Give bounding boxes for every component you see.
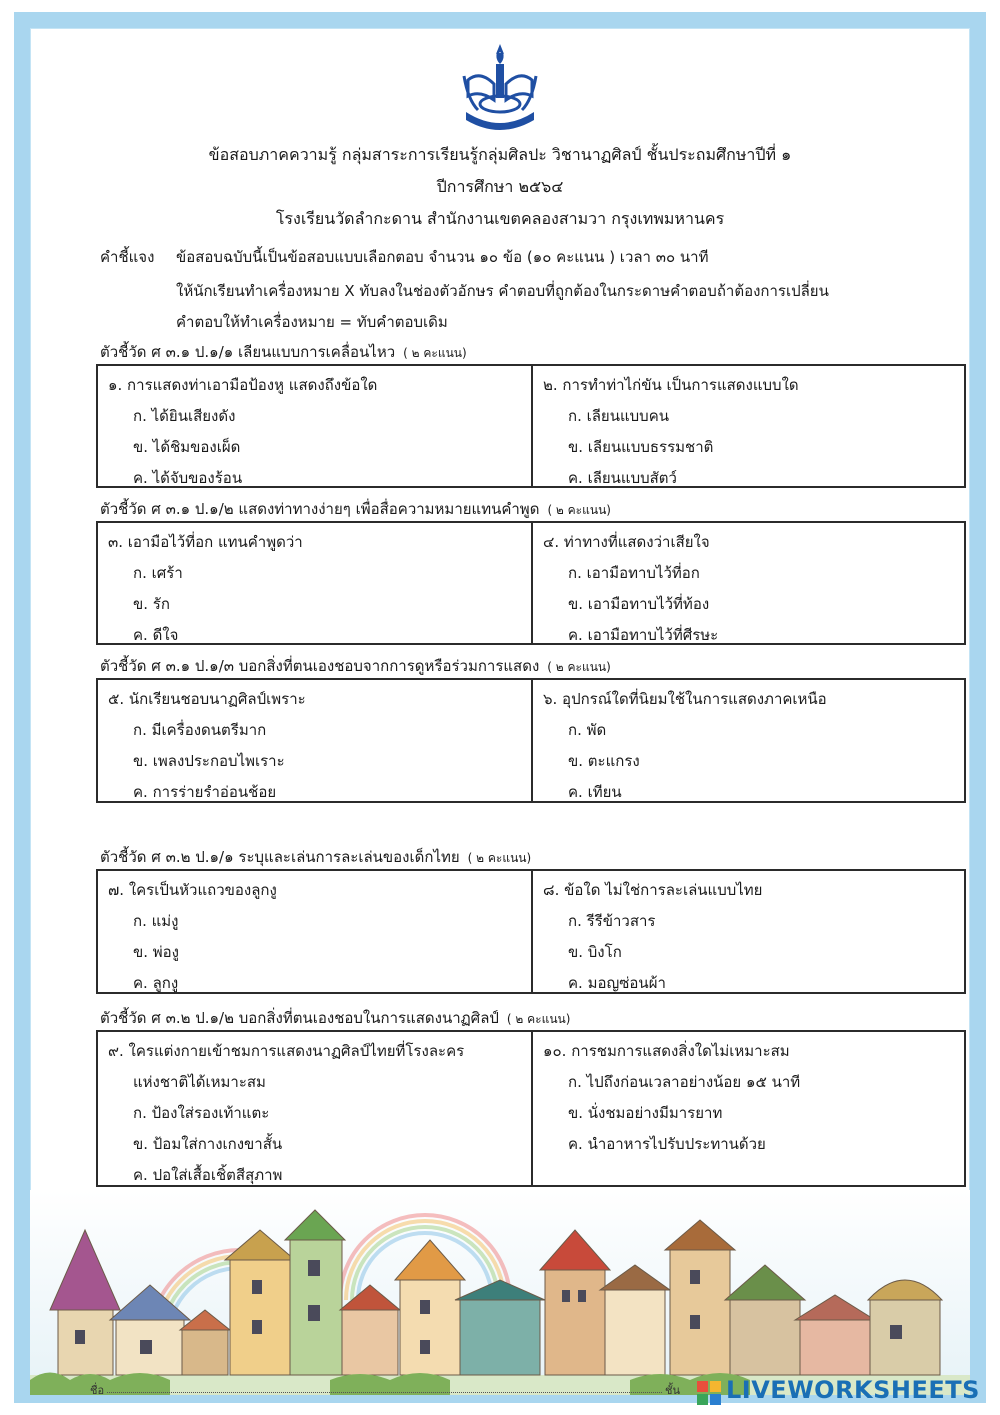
indicator-heading [100,342,467,363]
answer-option[interactable]: ก. รีรีข้าวสาร [568,912,656,930]
answer-option[interactable]: ข. พ่องู [133,943,180,961]
question-text: ๔. ท่าทางที่แสดงว่าเสียใจ [543,533,710,551]
indicator-points: ( ๒ คะแนน) [547,503,611,517]
instructions-line-1: ข้อสอบฉบับนี้เป็นข้อสอบแบบเลือกตอบ จำนวน ๑๐ ข้อ (๑๐ คะแนน ) เวลา ๓๐ นาที [176,248,709,266]
answer-option[interactable]: ค. ลูกงู [133,974,179,992]
answer-option[interactable]: ค. การร่ายรำอ่อนช้อย [133,783,277,801]
exam-title: ข้อสอบภาคความรู้ กลุ่มสาระการเรียนรู้กลุ่มศิลปะ วิชานาฏศิลป์ ชั้นประถมศึกษาปีที่ ๑ [208,145,792,164]
indicator-heading [100,1008,570,1029]
indicator-heading [100,499,611,520]
indicator-text: ตัวชี้วัด ศ ๓.๑ ป.๑/๒ แสดงท่าทางง่ายๆ เพื่อสื่อความหมายแทนคำพูด [100,500,540,518]
answer-option[interactable]: ข. เลียนแบบธรรมชาติ [568,438,714,456]
question-text: ๑๐. การชมการแสดงสิ่งใดไม่เหมาะสม [543,1042,790,1060]
answer-option[interactable]: ก. เลียนแบบคน [568,407,669,425]
academic-year: ปีการศึกษา ๒๕๖๔ [436,177,564,196]
question-text: ๓. เอามือไว้ที่อก แทนคำพูดว่า [108,533,303,551]
liveworksheets-badge-icon [697,1381,721,1405]
answer-option[interactable]: ก. พัด [568,721,607,739]
answer-option[interactable]: ข. นั่งชมอย่างมีมารยาท [568,1104,723,1122]
indicator-text: ตัวชี้วัด ศ ๓.๒ ป.๑/๑ ระบุและเล่นการละเล่นของเด็กไทย [100,848,460,866]
question-box [96,521,966,645]
answer-option[interactable]: ข. ตะแกรง [568,752,640,770]
school-name: โรงเรียนวัดลำกะดาน สำนักงานเขตคลองสามวา กรุงเทพมหานคร [275,209,725,228]
indicator-text: ตัวชี้วัด ศ ๓.๑ ป.๑/๑ เลียนแบบการเคลื่อนไหว [100,343,396,361]
question-column [531,523,964,643]
question-text: ๗. ใครเป็นหัวแถวของลูกงู [108,881,277,899]
question-text: ๑. การแสดงท่าเอามือป้องหู แสดงถึงข้อใด [108,376,378,394]
question-column [98,366,531,486]
question-column [531,366,964,486]
question-column [531,680,964,801]
indicator-heading [100,656,611,677]
answer-option[interactable]: ก. เศร้า [133,564,183,582]
answer-option[interactable]: ก. ไปถึงก่อนเวลาอย่างน้อย ๑๕ นาที [568,1073,801,1091]
question-column [531,1032,964,1185]
question-text: ๒. การทำท่าไก่ขัน เป็นการแสดงแบบใด [543,376,799,394]
instructions-line-2: ให้นักเรียนทำเครื่องหมาย X ทับลงในช่องตัวอักษร คำตอบที่ถูกต้องในกระดาษคำตอบถ้าต้องการเปลี่ยน [176,282,829,300]
question-text: ๖. อุปกรณ์ใดที่นิยมใช้ในการแสดงภาคเหนือ [543,690,827,708]
question-column [98,871,531,992]
answer-option[interactable]: ค. มอญซ่อนผ้า [568,974,666,992]
question-text: ๘. ข้อใด ไม่ใช่การละเล่นแบบไทย [543,881,763,899]
answer-option[interactable]: ค. ได้จับของร้อน [133,469,243,487]
answer-option[interactable]: ก. ได้ยินเสียงดัง [133,407,236,425]
instructions-label: คำชี้แจง [100,248,155,266]
answer-option[interactable]: ค. ปอใส่เสื้อเชิ้ตสีสุภาพ [133,1166,283,1184]
indicator-points: ( ๒ คะแนน) [506,1012,571,1026]
question-column [98,523,531,643]
answer-option[interactable]: ข. เอามือทาบไว้ที่ท้อง [568,595,710,613]
question-box [96,678,966,803]
class-label: ชั้น [665,1384,680,1397]
name-label: ชื่อ [90,1384,105,1397]
question-text: ๙. ใครแต่งกายเข้าชมการแสดงนาฏศิลป์ไทยที่โรงละคร [108,1042,465,1060]
question-column [98,1032,531,1185]
answer-option[interactable]: ข. บิงโก [568,943,622,961]
question-box [96,869,966,994]
answer-option[interactable]: ข. รัก [133,595,170,613]
answer-option[interactable]: ข. ได้ชิมของเผ็ด [133,438,241,456]
answer-option[interactable]: ค. เอามือทาบไว้ที่ศีรษะ [568,626,719,644]
answer-option[interactable]: ก. แม่งู [133,912,179,930]
answer-option[interactable]: ค. เลียนแบบสัตว์ [568,469,677,487]
answer-option[interactable]: ก. เอามือทาบไว้ที่อก [568,564,700,582]
question-column [98,680,531,801]
indicator-heading [100,847,531,868]
town-illustration [30,1190,970,1395]
indicator-points: ( ๒ คะแนน) [547,660,611,674]
question-column [531,871,964,992]
question-text-continued: แห่งชาติได้เหมาะสม [133,1073,266,1091]
indicator-text: ตัวชี้วัด ศ ๓.๒ ป.๑/๒ บอกสิ่งที่ตนเองชอบในการแสดงนาฏศิลป์ [100,1009,499,1027]
answer-option[interactable]: ก. มีเครื่องดนตรีมาก [133,721,267,739]
question-text: ๕. นักเรียนชอบนาฏศิลป์เพราะ [108,690,306,708]
instructions-line-3: คำตอบให้ทำเครื่องหมาย = ทับคำตอบเดิม [176,313,448,331]
indicator-points: ( ๒ คะแนน) [403,346,467,360]
question-box [96,364,966,488]
school-emblem-icon [458,40,542,136]
liveworksheets-watermark: LIVEWORKSHEETS [726,1376,980,1404]
answer-option[interactable]: ข. ป้อมใส่กางเกงขาสั้น [133,1135,283,1153]
indicator-text: ตัวชี้วัด ศ ๓.๑ ป.๑/๓ บอกสิ่งที่ตนเองชอบจากการดูหรือร่วมการแสดง [100,657,540,675]
answer-option[interactable]: ก. ป้องใส่รองเท้าแตะ [133,1104,270,1122]
indicator-points: ( ๒ คะแนน) [467,851,532,865]
answer-option[interactable]: ค. เทียน [568,783,622,801]
answer-option[interactable]: ค. นำอาหารไปรับประทานด้วย [568,1135,766,1153]
name-blank-line[interactable] [107,1392,662,1393]
question-box [96,1030,966,1187]
answer-option[interactable]: ค. ดีใจ [133,626,179,644]
answer-option[interactable]: ข. เพลงประกอบไพเราะ [133,752,285,770]
